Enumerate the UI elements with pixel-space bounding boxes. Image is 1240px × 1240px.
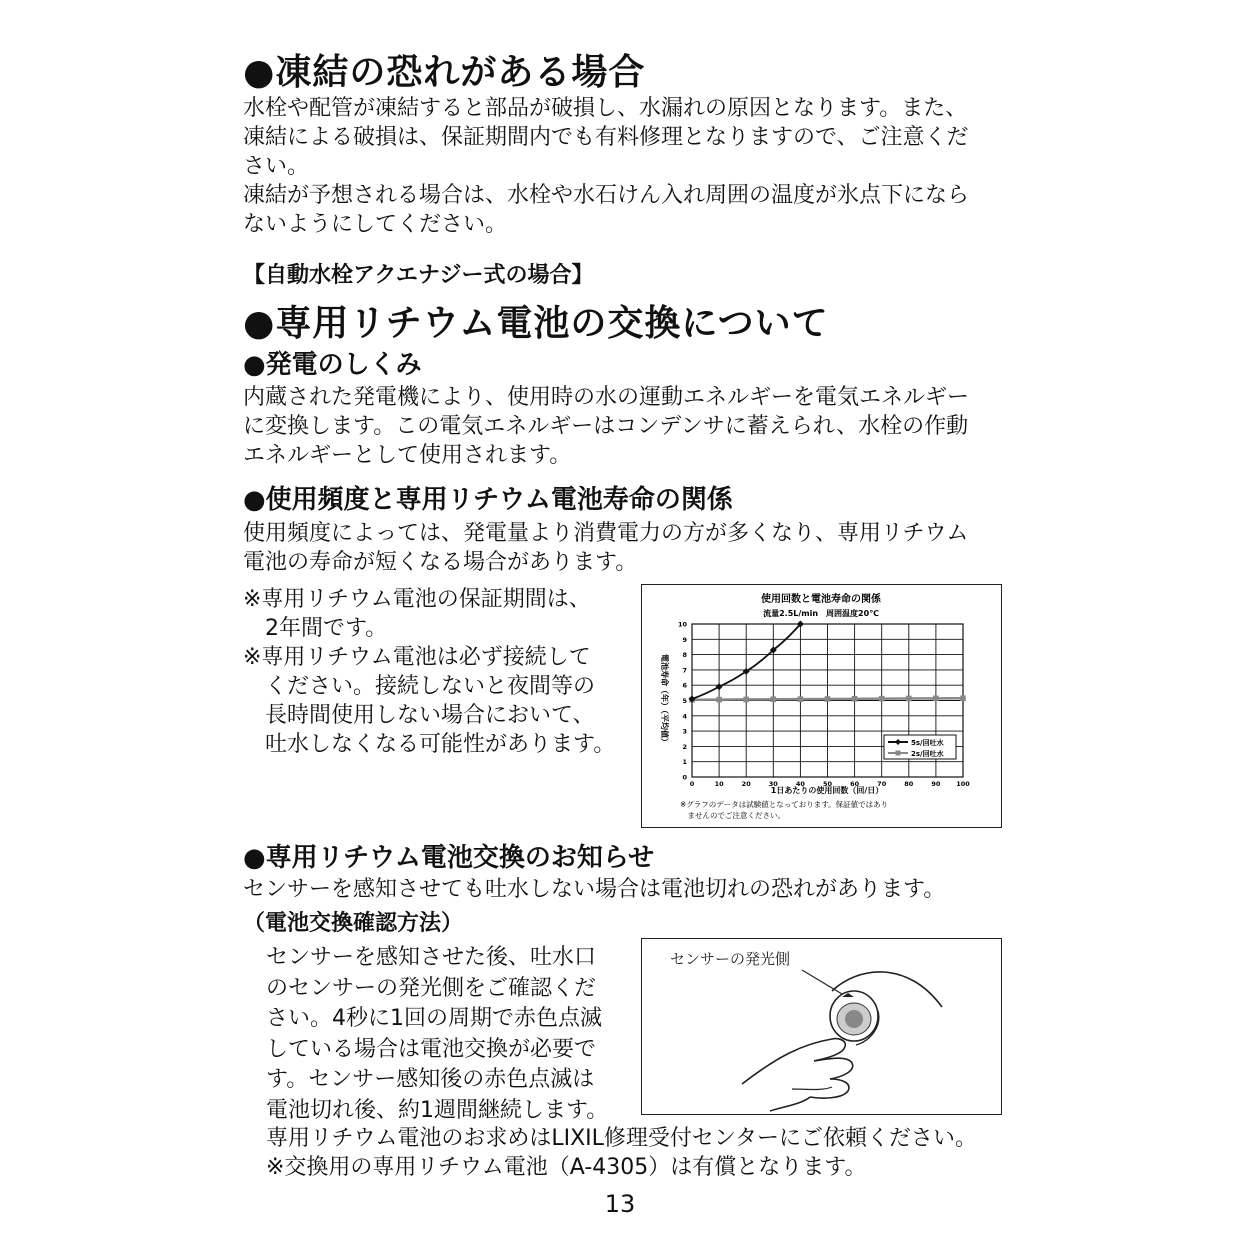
note-line: 長時間使用しない場合において、: [243, 703, 595, 728]
sensor-illustration: [642, 939, 1001, 1114]
y-tick-label: 2: [682, 742, 687, 751]
note-line: 吐水しなくなる可能性があります。: [243, 732, 616, 757]
text-line: に変換します。この電気エネルギーはコンデンサに蓄えられ、水栓の作動: [243, 414, 969, 439]
text-line: 電池の寿命が短くなる場合があります。: [243, 550, 638, 575]
note-line: ください。接続しないと夜間等の: [243, 674, 596, 699]
generation-paragraph: [243, 383, 969, 470]
battery-life-chart-box: [641, 584, 1002, 828]
y-tick-label: 4: [682, 712, 687, 721]
data-point-square: [906, 696, 912, 702]
legend-label: 2s/回吐水: [911, 750, 944, 758]
text-line: エネルギーとして使用されます。: [243, 443, 572, 468]
x-tick-label: 100: [956, 780, 970, 788]
text-line: さい。4秒に1回の周期で赤色点滅: [266, 1006, 602, 1031]
x-tick-label: 10: [714, 780, 724, 788]
y-tick-label: 5: [682, 697, 687, 705]
chart-footnote-line: ※グラフのデータは試験値となっております。保証値ではあり: [680, 800, 889, 809]
chart-x-axis-label: 1日あたりの使用回数（回/日）: [770, 786, 884, 795]
chart-subtitle: 流量2.5L/min 周囲温度20℃: [763, 609, 879, 618]
y-tick-label: 3: [682, 727, 687, 736]
text-line: 使用頻度によっては、発電量より消費電力の方が多くなり、専用リチウム: [243, 521, 969, 546]
hand-crease: [792, 1087, 832, 1090]
legend-square-marker: [896, 751, 901, 756]
data-point-square: [743, 697, 749, 703]
x-tick-label: 50: [822, 780, 833, 788]
frequency-paragraph: [243, 519, 968, 577]
sensor-illustration-box: [641, 938, 1002, 1115]
hand-finger: [810, 1079, 849, 1098]
hand-finger: [770, 1097, 810, 1111]
text-line: ないようにしてください。: [243, 212, 508, 237]
battery-notes: [243, 585, 615, 759]
x-tick-label: 80: [904, 780, 914, 788]
page-number: 13: [604, 1190, 636, 1218]
note-line: 2年間です。: [243, 616, 388, 641]
chart-legend: [884, 735, 956, 759]
x-tick-label: 30: [768, 780, 778, 788]
sensor-emitter-label: センサーの発光側: [670, 950, 791, 968]
faucet-type-label: 【自動水栓アクエナジー式の場合】: [243, 263, 594, 288]
x-tick-label: 20: [741, 780, 751, 788]
legend-label: 5s/回吐水: [911, 739, 944, 747]
data-point-square: [852, 696, 858, 702]
text-line: 電池切れ後、約1週間継続します。: [266, 1097, 609, 1123]
x-tick-label: 40: [795, 780, 805, 788]
hand-icon: [742, 1039, 845, 1084]
chart-y-axis-label: 電池寿命（年）（平均値）: [660, 654, 669, 746]
chart-footnote-line: ませんのでご注意ください。: [680, 811, 785, 820]
y-tick-label: 1: [682, 758, 687, 767]
y-tick-label: 6: [682, 681, 687, 690]
generation-heading: ●発電のしくみ: [243, 350, 422, 380]
text-line: ※交換用の専用リチウム電池（A-4305）は有償となります。: [266, 1155, 867, 1180]
text-line: のセンサーの発光側をご確認くだ: [266, 975, 597, 1001]
chart-title: 使用回数と電池寿命の関係: [761, 594, 881, 605]
notice-line: [243, 875, 945, 904]
freezing-title: ●凍結の恐れがある場合: [243, 52, 646, 93]
data-point-square: [960, 695, 966, 701]
battery-title: ●専用リチウム電池の交換について: [243, 303, 829, 344]
data-point-square: [716, 697, 722, 703]
data-point-square: [825, 696, 831, 702]
x-tick-label: 90: [931, 780, 941, 788]
check-method-paragraph: [266, 943, 608, 1126]
text-line: 凍結による破損は、保証期間内でも有料修理となりますので、ご注意くだ: [243, 125, 969, 150]
frequency-heading: ●使用頻度と専用リチウム電池寿命の関係: [243, 485, 733, 515]
text-line: センサーを感知させても吐水しない場合は電池切れの恐れがあります。: [243, 877, 946, 902]
aerator-center: [845, 1010, 863, 1028]
text-line: 内蔵された発電機により、使用時の水の運動エネルギーを電気エネルギー: [243, 385, 970, 410]
data-point-square: [798, 696, 804, 702]
check-method-heading: （電池交換確認方法）: [243, 911, 464, 936]
data-point-square: [771, 696, 777, 702]
text-line: 凍結が予想される場合は、水栓や水石けん入れ周囲の温度が氷点下になら: [243, 183, 970, 208]
hand-finger: [814, 1058, 853, 1079]
text-line: 専用リチウム電池のお求めはLIXIL修理受付センターにご依頼ください。: [266, 1126, 978, 1151]
y-tick-label: 8: [682, 651, 687, 660]
x-tick-label: 60: [850, 780, 860, 788]
note-line: ※専用リチウム電池は必ず接続して: [243, 645, 591, 670]
y-tick-label: 10: [677, 620, 687, 629]
text-line: さい。: [243, 154, 310, 179]
note-line: ※専用リチウム電池の保証期間は、: [243, 587, 591, 612]
text-line: している場合は電池交換が必要で: [266, 1036, 597, 1062]
freezing-paragraph: [243, 94, 969, 239]
y-tick-label: 0: [682, 773, 687, 782]
x-tick-label: 0: [689, 780, 695, 788]
text-line: 水栓や配管が凍結すると部品が破損し、水漏れの原因となります。また、: [243, 96, 968, 121]
battery-life-chart: [642, 585, 1001, 827]
data-point-square: [933, 696, 939, 702]
text-line: センサーを感知させた後、吐水口: [266, 945, 597, 970]
order-paragraph: [266, 1124, 977, 1182]
y-tick-label: 9: [682, 635, 687, 644]
y-tick-label: 7: [682, 666, 687, 675]
x-tick-label: 70: [877, 780, 887, 788]
data-point-square: [879, 696, 885, 702]
text-line: す。センサー感知後の赤色点滅は: [266, 1067, 595, 1092]
notice-heading: ●専用リチウム電池交換のお知らせ: [243, 843, 655, 873]
